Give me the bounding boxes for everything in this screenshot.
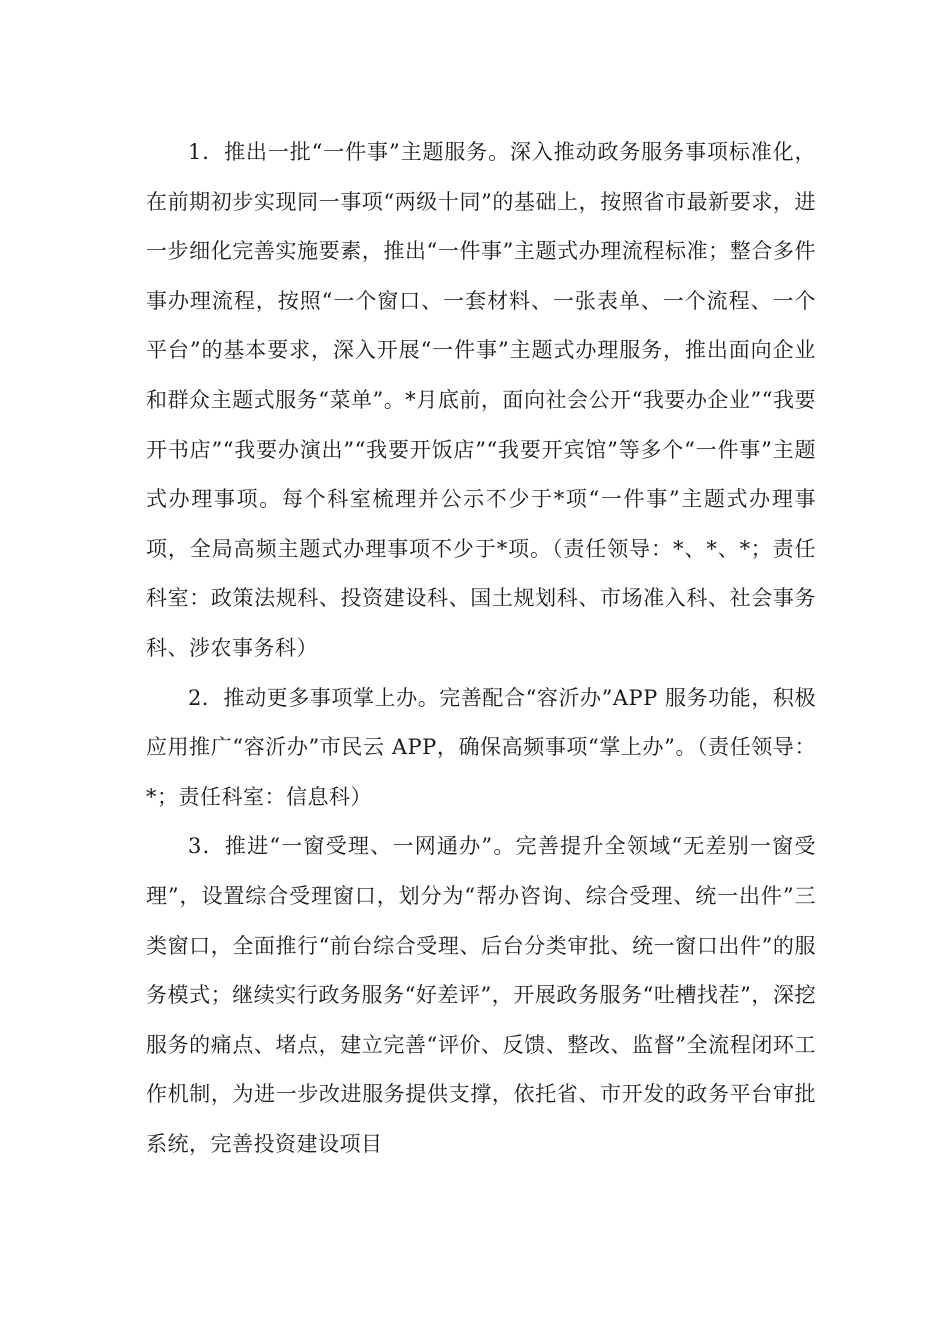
paragraph-item-1: 1．推出一批“一件事”主题服务。深入推动政务服务事项标准化，在前期初步实现同一事项“两级十同”的基础上，按照省市最新要求，进一步细化完善实施要素，推出“一件事”主题式办理流程标准；整合多件事办理流程，按照“一个窗口、一套材料、一张表单、一个流程、一个平台”的基本要求，深入开展“一件事”主题式办理服务，推出面向企业和群众主题式服务“菜单”。*月底前，面向社会公开“我要办企业”“我要开书店”“我要办演出”“我要开饭店”“我要开宾馆”等多个“一件事”主题式办理事项。每个科室梳理并公示不少于*项“一件事”主题式办理事项，全局高频主题式办理事项不少于*项。（责任领导：*、*、*；责任科室：政策法规科、投资建设科、国土规划科、市场准入科、社会事务科、涉农事务科） bbox=[146, 140, 816, 660]
paragraph-item-3: 3．推进“一窗受理、一网通办”。完善提升全领域“无差别一窗受理”，设置综合受理窗口，划分为“帮办咨询、综合受理、统一出件”三类窗口，全面推行“前台综合受理、后台分类审批、统一窗口出件”的服务模式；继续实行政务服务“好差评”，开展政务服务“吐槽找茬”，深挖服务的痛点、堵点，建立完善“评价、反馈、整改、监督”全流程闭环工作机制，为进一步改进服务提供支撑，依托省、市开发的政务平台审批系统，完善投资建设项目 bbox=[146, 834, 816, 1156]
paragraph-item-2: 2．推动更多事项掌上办。完善配合“容沂办”APP 服务功能，积极应用推广“容沂办”市民云 APP，确保高频事项“掌上办”。（责任领导：*；责任科室：信息科） bbox=[146, 685, 816, 809]
document-body bbox=[146, 128, 816, 1169]
